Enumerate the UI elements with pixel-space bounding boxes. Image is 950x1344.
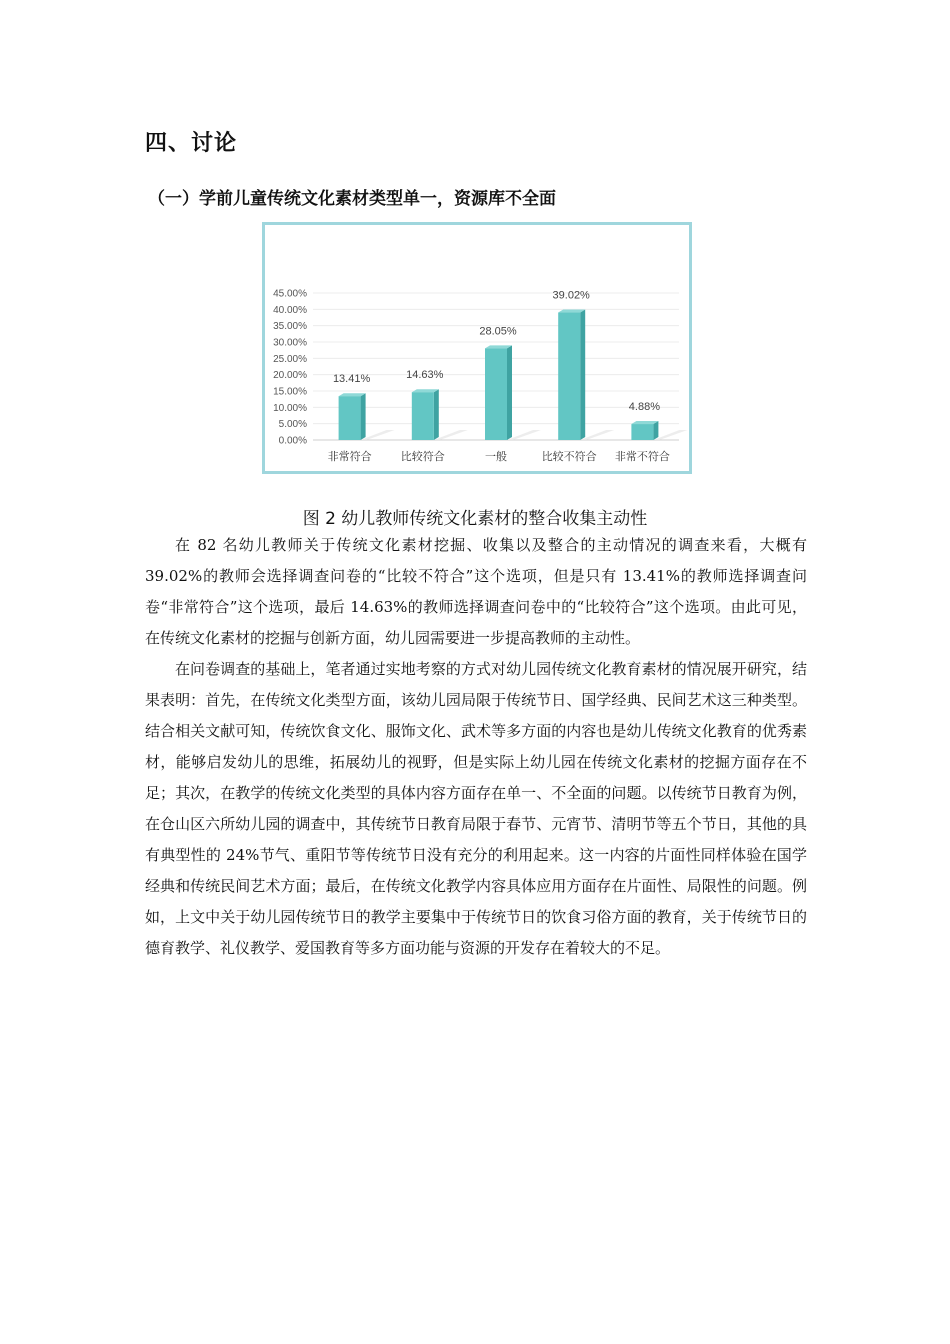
x-tick-label: 比较符合 (400, 450, 445, 463)
bar-side (653, 421, 658, 440)
section-heading: 四、讨论 (145, 131, 238, 156)
bar-shadow (580, 430, 614, 440)
paragraph-2: 在问卷调查的基础上，笔者通过实地考察的方式对幼儿园传统文化教育素材的情况展开研究，结果表明：首先，在传统文化类型方面，该幼儿园局限于传统节日、国学经典、民间艺术这三种类型。结合相关文献可知，传统饮食文化、服饰文化、武术等多方面的内容也是幼儿传统文化教育的优秀素材，能够启发幼儿的思维，拓展幼儿的视野，但是实际上幼儿园在传统文化素材的挖掘方面存在不足；其次，在教学的传统文化类型的具体内容方面存在单一、不全面的问题。以传统节日教育为例，在仓山区六所幼儿园的调查中，其传统节日教育局限于春节、元宵节、清明节等五个节日，其他的具有典型性的 24%节气、重阳节等传统节日没有充分的利用起来。这一内容的片面性同样体验在国学经典和传统民间艺术方面；最后，在传统文化教学内容具体应用方面存在片面性、局限性的问题。例如，上文中关于幼儿园传统节日的教学主要集中于传统节日的饮食习俗方面的教育，关于传统节日的德育教学、礼仪教学、爱国教育等多方面功能与资源的开发存在着较大的不足。 (145, 660, 807, 957)
bar-shadow (434, 430, 468, 440)
bar-side (507, 345, 512, 440)
y-tick-label: 0.00% (278, 435, 307, 447)
bar-chart-svg (265, 225, 689, 471)
data-label: 4.88% (628, 401, 661, 414)
bar-shadow (507, 430, 541, 440)
figure-bar-chart (262, 222, 692, 474)
y-tick-label: 30.00% (273, 337, 307, 349)
bar-side (434, 389, 439, 440)
bar (631, 424, 653, 440)
bar-side (580, 310, 585, 440)
bar (485, 348, 507, 440)
data-label: 14.63% (406, 369, 444, 382)
bar (339, 396, 361, 440)
paragraph-1: 在 82 名幼儿教师关于传统文化素材挖掘、收集以及整合的主动情况的调查来看，大概有 39.02%的教师会选择调查问卷的“比较不符合”这个选项，但是只有 13.41%的教师选择调查问卷“非常符合”这个选项，最后 14.63%的教师选择调查问卷中的“比较符合”这个选项。由此可见，在传统文化素材的挖掘与创新方面，幼儿园需要进一步提高教师的主动性。 (145, 536, 808, 647)
x-tick-label: 非常不符合 (614, 450, 670, 463)
data-label: 39.02% (552, 289, 590, 302)
bar-shadow (361, 430, 395, 440)
y-tick-label: 10.00% (273, 402, 307, 414)
data-label: 13.41% (332, 373, 371, 386)
figure-caption: 图 2 幼儿教师传统文化素材的整合收集主动性 (302, 509, 648, 529)
bar-side (361, 393, 366, 440)
subsection-heading: （一）学前儿童传统文化素材类型单一，资源库不全面 (148, 189, 556, 209)
y-tick-label: 5.00% (278, 419, 307, 431)
bar (558, 313, 580, 440)
y-tick-label: 15.00% (273, 386, 307, 398)
y-tick-label: 20.00% (273, 370, 307, 382)
y-tick-label: 35.00% (273, 321, 307, 333)
x-tick-label: 非常符合 (327, 450, 372, 463)
y-tick-label: 40.00% (273, 304, 307, 316)
x-tick-label: 比较不符合 (541, 450, 597, 463)
bar-shadow (653, 430, 687, 440)
data-label: 28.05% (479, 325, 517, 338)
y-tick-label: 25.00% (273, 353, 307, 365)
bar (412, 392, 434, 440)
x-tick-label: 一般 (485, 450, 507, 463)
body-text (145, 530, 807, 964)
y-tick-label: 45.00% (273, 288, 307, 300)
